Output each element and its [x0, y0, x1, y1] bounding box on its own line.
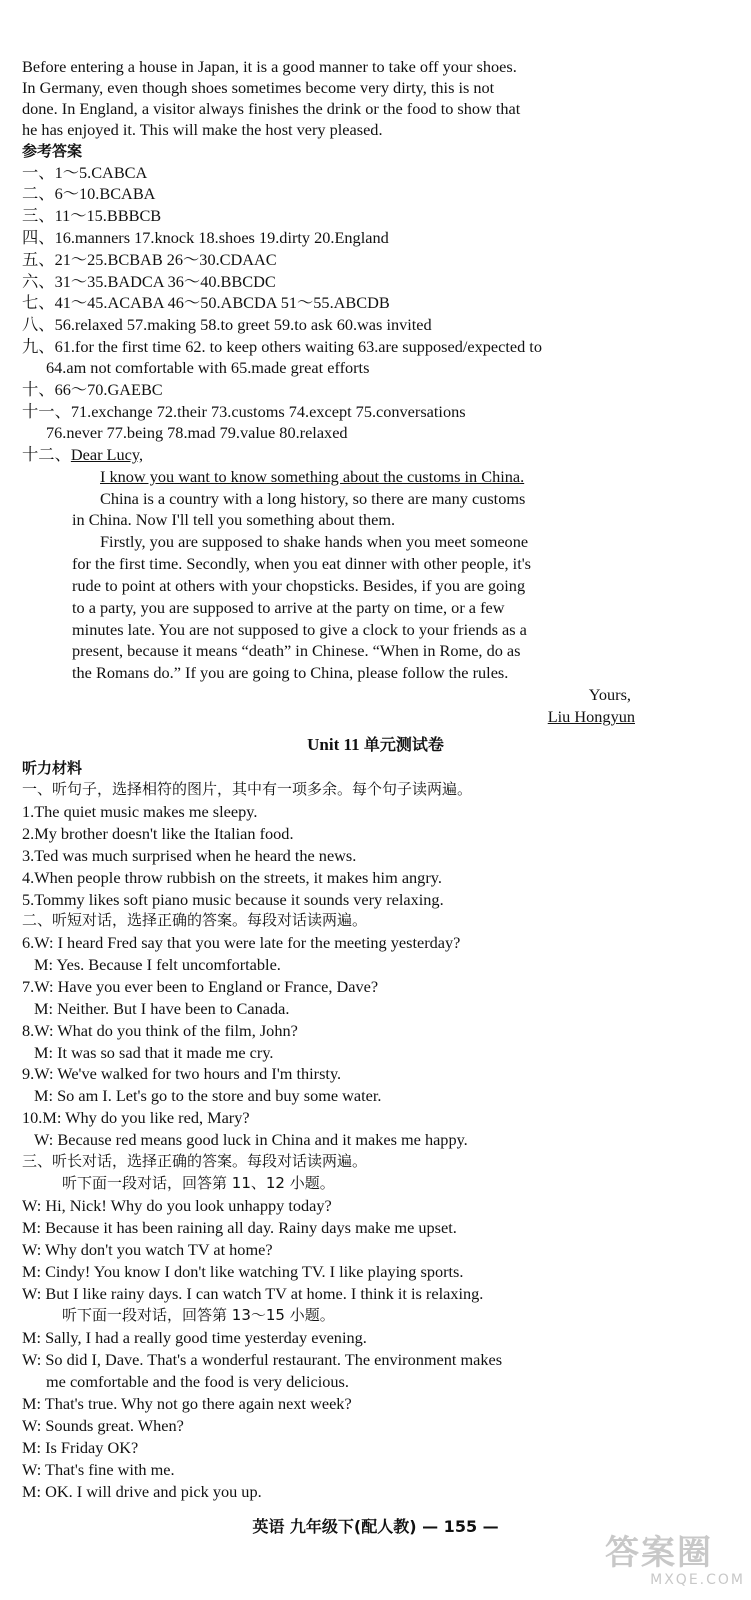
letter-paragraph-2-line-2: in China. Now I'll tell you something about them. — [72, 510, 396, 529]
long-dialog-1-line-4: M: Cindy! You know I don't like watching TV. I like playing sports. — [22, 1262, 464, 1281]
sentence-5: 5.Tommy likes soft piano music because it sounds very relaxing. — [22, 890, 444, 909]
long-dialog-2-line-8: M: OK. I will drive and pick you up. — [22, 1482, 262, 1501]
dialog-10-w: W: Because red means good luck in China and it makes me happy. — [34, 1130, 468, 1149]
sentence-4: 4.When people throw rubbish on the streets, it makes him angry. — [22, 868, 442, 887]
dialog-7-m: M: Neither. But I have been to Canada. — [34, 999, 290, 1018]
sentence-1: 1.The quiet music makes me sleepy. — [22, 802, 258, 821]
letter-signature: Liu Hongyun — [547, 707, 635, 726]
answer-section-12 — [22, 444, 734, 466]
dialog-8-w: 8.W: What do you think of the film, John? — [22, 1021, 298, 1040]
dialog-6-w: 6.W: I heard Fred say that you were late for the meeting yesterday? — [22, 933, 461, 952]
long-dialog-2-line-5: W: Sounds great. When? — [22, 1416, 184, 1435]
letter-paragraph-3-line-5: minutes late. You are not supposed to give a clock to your friends as a — [72, 620, 527, 639]
letter-paragraph-3-line-2: for the first time. Secondly, when you eat dinner with other people, it's — [72, 554, 531, 573]
intro-line-4: he has enjoyed it. This will make the host very pleased. — [22, 120, 383, 139]
answer-section-5: 五、21～25.BCBAB 26～30.CDAAC — [22, 250, 277, 269]
unit-title-cn: 单元测试卷 — [363, 735, 444, 754]
answer-section-4: 四、16.manners 17.knock 18.shoes 19.dirty 20.England — [22, 228, 389, 247]
intro-line-3: done. In England, a visitor always finishes the drink or the food to show that — [22, 99, 521, 118]
letter-paragraph-3-line-1: Firstly, you are supposed to shake hands when you meet someone — [100, 532, 529, 551]
long-dialog-2-line-3: me comfortable and the food is very delicious. — [46, 1372, 349, 1391]
answer-section-10: 十、66～70.GAEBC — [22, 380, 163, 399]
long-dialog-1-line-2: M: Because it has been raining all day. Rainy days make me upset. — [22, 1218, 457, 1237]
unit-title — [0, 734, 751, 756]
sentence-3: 3.Ted was much surprised when he heard the news. — [22, 846, 357, 865]
answer-section-1: 一、1～5.CABCA — [22, 163, 148, 182]
dialog-6-m: M: Yes. Because I felt uncomfortable. — [34, 955, 281, 974]
listening-heading: 听力材料 — [22, 759, 83, 777]
watermark-url: MXQE.COM — [650, 1572, 745, 1588]
section-1-heading: 一、听句子，选择相符的图片，其中有一项多余。每个句子读两遍。 — [22, 780, 473, 798]
intro-line-2: In Germany, even though shoes sometimes become very dirty, this is not — [22, 78, 495, 97]
long-dialog-2-line-2: W: So did I, Dave. That's a wonderful restaurant. The environment makes — [22, 1350, 503, 1369]
long-dialog-2-line-4: M: That's true. Why not go there again next week? — [22, 1394, 352, 1413]
page-footer: 英语 九年级下(配人教) — 155 — — [252, 1517, 499, 1536]
answers-heading: 参考答案 — [22, 142, 83, 160]
answer-section-6: 六、31～35.BADCA 36～40.BBCDC — [22, 272, 276, 291]
dialog-8-m: M: It was so sad that it made me cry. — [34, 1043, 274, 1062]
answer-section-2: 二、6～10.BCABA — [22, 184, 156, 203]
answer-section-7: 七、41～45.ACABA 46～50.ABCDA 51～55.ABCDB — [22, 293, 390, 312]
letter-paragraph-3-line-6: present, because it means “death” in Chinese. “When in Rome, do as — [72, 641, 521, 660]
letter-greeting: Dear Lucy, — [70, 445, 144, 464]
answer-section-9-line-1: 九、61.for the first time 62. to keep others waiting 63.are supposed/expected to — [22, 337, 542, 356]
long-dialog-1-line-1: W: Hi, Nick! Why do you look unhappy today? — [22, 1196, 332, 1215]
letter-paragraph-3-line-4: to a party, you are supposed to arrive at the party on time, or a few — [72, 598, 505, 617]
watermark-mark: 答案圈 — [605, 1533, 713, 1573]
dialog-9-w: 9.W: We've walked for two hours and I'm thirsty. — [22, 1064, 342, 1083]
letter-paragraph-1: I know you want to know something about the customs in China. — [100, 467, 525, 486]
letter-paragraph-3-line-3: rude to point at others with your chopsticks. Besides, if you are going — [72, 576, 526, 595]
long-dialog-1-line-3: W: Why don't you watch TV at home? — [22, 1240, 273, 1259]
intro-line-1: Before entering a house in Japan, it is a good manner to take off your shoes. — [22, 57, 517, 76]
section-3-heading: 三、听长对话，选择正确的答案。每段对话读两遍。 — [22, 1152, 368, 1170]
sentence-2: 2.My brother doesn't like the Italian food. — [22, 824, 294, 843]
long-dialog-2-line-7: W: That's fine with me. — [22, 1460, 175, 1479]
answer-section-9-line-2: 64.am not comfortable with 65.made great efforts — [46, 358, 370, 377]
watermark-logo — [605, 1534, 745, 1594]
dialog-10-m: 10.M: Why do you like red, Mary? — [22, 1108, 250, 1127]
letter-closing: Yours, — [588, 685, 631, 704]
dialog-7-w: 7.W: Have you ever been to England or France, Dave? — [22, 977, 379, 996]
section-2-heading: 二、听短对话，选择正确的答案。每段对话读两遍。 — [22, 911, 368, 929]
letter-paragraph-2-line-1: China is a country with a long history, so there are many customs — [100, 489, 526, 508]
answer-section-11-line-1: 十一、71.exchange 72.their 73.customs 74.except 75.conversations — [22, 402, 466, 421]
section-3-sub-1: 听下面一段对话，回答第 11、12 小题。 — [62, 1174, 335, 1192]
long-dialog-2-line-1: M: Sally, I had a really good time yesterday evening. — [22, 1328, 367, 1347]
long-dialog-1-line-5: W: But I like rainy days. I can watch TV at home. I think it is relaxing. — [22, 1284, 484, 1303]
long-dialog-2-line-6: M: Is Friday OK? — [22, 1438, 139, 1457]
answer-section-3: 三、11～15.BBBCB — [22, 206, 162, 225]
answer-section-11-line-2: 76.never 77.being 78.mad 79.value 80.relaxed — [46, 423, 348, 442]
dialog-9-m: M: So am I. Let's go to the store and buy some water. — [34, 1086, 382, 1105]
answer-section-12-prefix: 十二、 — [22, 445, 71, 464]
letter-paragraph-3-line-7: the Romans do.” If you are going to China, please follow the rules. — [72, 663, 509, 682]
unit-title-en: Unit 11 — [307, 735, 360, 754]
answer-section-8: 八、56.relaxed 57.making 58.to greet 59.to ask 60.was invited — [22, 315, 432, 334]
section-3-sub-2: 听下面一段对话，回答第 13～15 小题。 — [62, 1306, 335, 1324]
